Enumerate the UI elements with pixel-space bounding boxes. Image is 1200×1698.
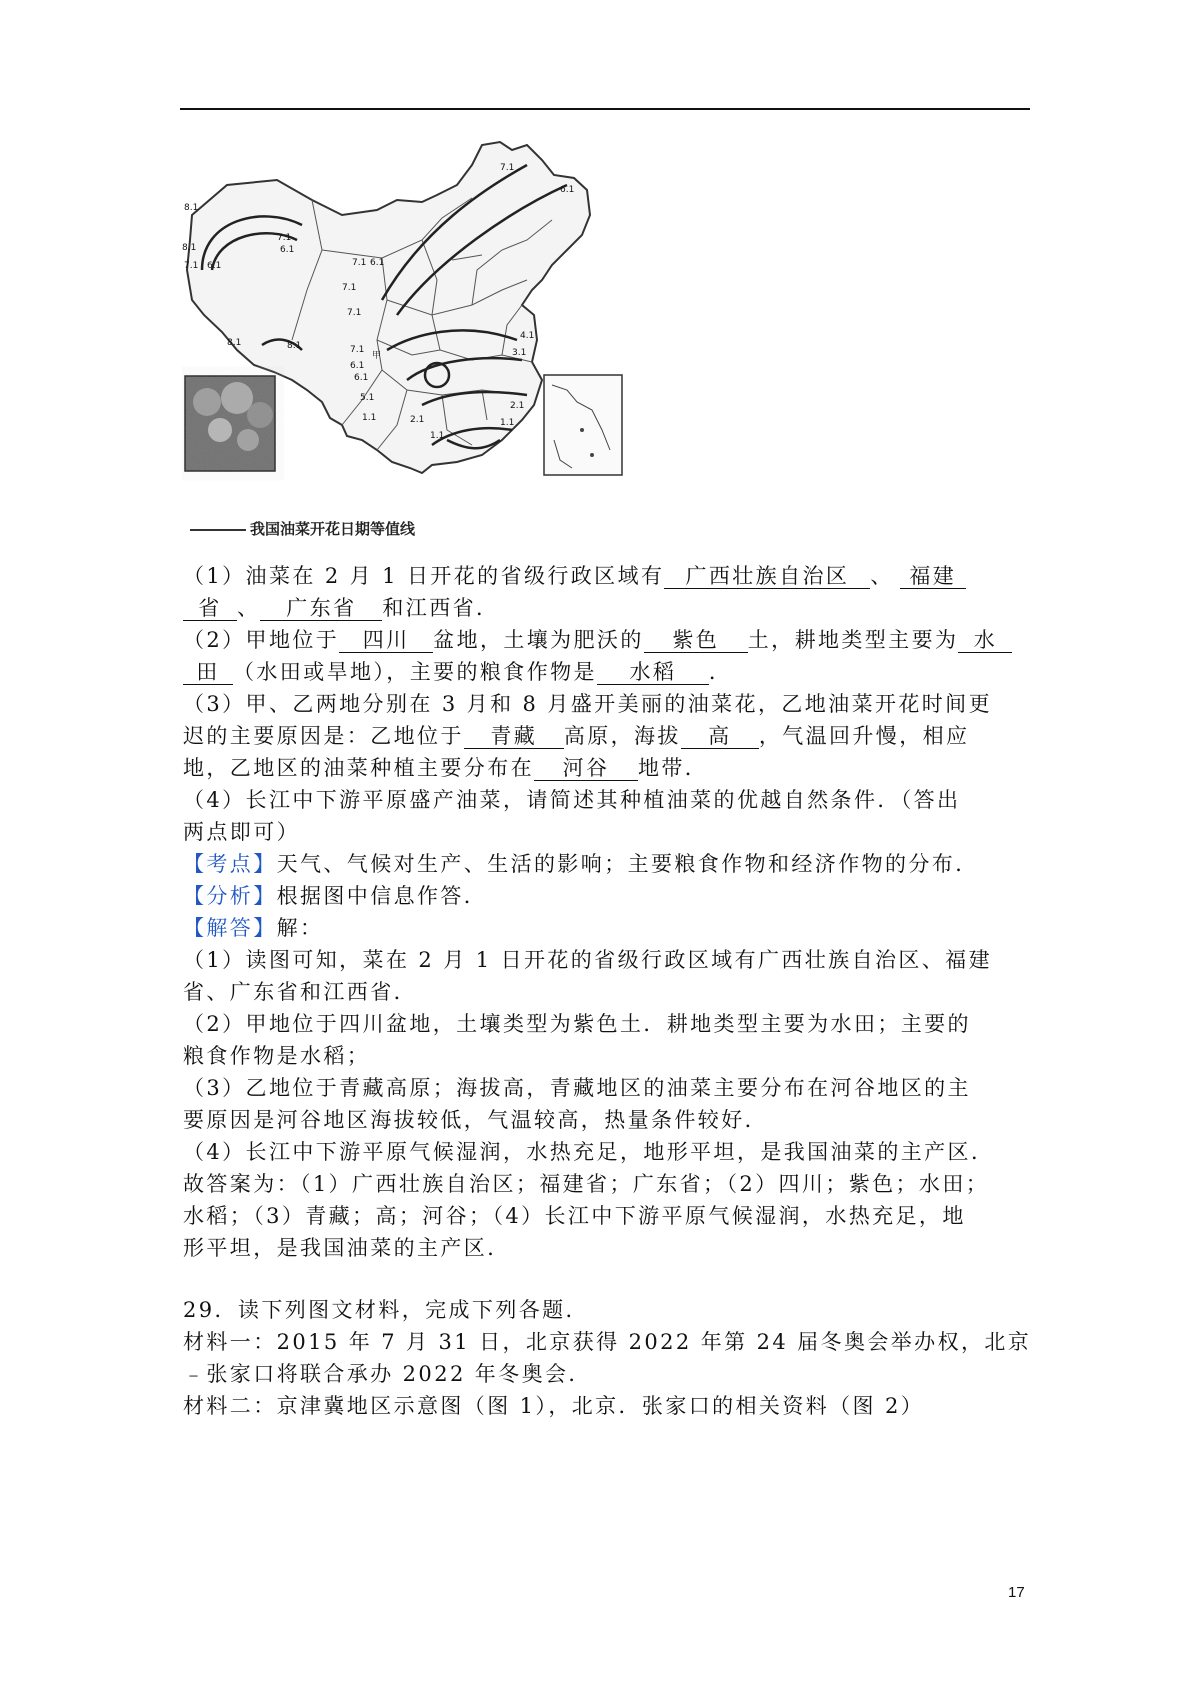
- answer-line: （1）读图可知，菜在 2 月 1 日开花的省级行政区域有广西壮族自治区、福建: [183, 948, 992, 972]
- q1-prefix: （1）油菜在 2 月 1 日开花的省级行政区域有: [183, 564, 665, 588]
- q3-text-b: 高原，海拔: [563, 724, 681, 748]
- isoline-label: 3.1: [512, 348, 527, 358]
- q3-text-a: 迟的主要原因是：乙地位于: [183, 724, 464, 748]
- china-rapeseed-map: [182, 140, 676, 540]
- answer-line: 水稻；（3）青藏；高；河谷；（4）长江中下游平原气候湿润，水热充足，地: [183, 1204, 966, 1228]
- answer-line: 形平坦，是我国油菜的主产区．: [183, 1236, 511, 1260]
- isoline-label: 1.1: [500, 418, 515, 428]
- q29-line: 材料二：京津冀地区示意图（图 1），北京．张家口的相关资料（图 2）: [183, 1394, 925, 1418]
- caption-legend-line: [190, 529, 246, 531]
- isoline-label: 8.1: [182, 243, 197, 253]
- q1-answer-2: 福建: [900, 564, 966, 589]
- south-china-sea-inset: [544, 375, 622, 475]
- isoline-label: 2.1: [510, 401, 525, 411]
- q2-line-1: [183, 624, 1030, 656]
- paragraph-gap: [183, 1264, 1030, 1294]
- map-figure: [182, 140, 676, 540]
- answer-line: （2）甲地位于四川盆地，土壤类型为紫色土．耕地类型主要为水田；主要的: [183, 1012, 971, 1036]
- q3-text-e: 地带．: [638, 756, 709, 780]
- fenxi-line: [183, 880, 1030, 912]
- answer-line: 故答案为：（1）广西壮族自治区；福建省；广东省；（2）四川；紫色；水田；: [183, 1172, 990, 1196]
- q2-mid-3: （水田或旱地），主要的粮食作物是: [233, 660, 597, 684]
- isoline-label: 6.1: [280, 245, 295, 255]
- q29-line: 29．读下列图文材料，完成下列各题．: [183, 1298, 589, 1322]
- kaodian-text: 天气、气候对生产、生活的影响；主要粮食作物和经济作物的分布．: [276, 852, 979, 876]
- header-rule: [180, 108, 1030, 110]
- isoline-label: 7.1: [184, 261, 199, 271]
- q2-answer-2: 紫色: [644, 628, 748, 653]
- answer-line: （3）乙地位于青藏高原；海拔高，青藏地区的油菜主要分布在河谷地区的主: [183, 1076, 971, 1100]
- q1-answer-2-cont: 省: [183, 596, 237, 621]
- answer-line: （4）长江中下游平原气候湿润，水热充足，地形平坦，是我国油菜的主产区．: [183, 1140, 995, 1164]
- isoline-label: 6.1: [560, 185, 575, 195]
- q1-line-2: [183, 592, 1030, 624]
- q1-suffix: 和江西省．: [382, 596, 500, 620]
- isoline-label: 5.1: [360, 393, 375, 403]
- isoline-label: 甲: [372, 351, 382, 361]
- q29-line: ﹣张家口将联合承办 2022 年冬奥会．: [183, 1362, 592, 1386]
- isoline-label: 4.1: [520, 331, 535, 341]
- q3-answer-2: 高: [681, 724, 759, 749]
- q2-answer-3-cont: 田: [183, 660, 233, 685]
- q3-answer-3: 河谷: [534, 756, 638, 781]
- q2-prefix: （2）甲地位于: [183, 628, 340, 652]
- isoline-label: 7.1: [500, 163, 515, 173]
- isoline-label: 7.1: [352, 258, 367, 268]
- q1-answer-3: 广东省: [260, 596, 382, 621]
- isoline-label: 7.1: [342, 283, 357, 293]
- fenxi-text: 根据图中信息作答．: [276, 884, 488, 908]
- isoline-label: 8.1: [287, 341, 302, 351]
- isoline-label: 7.1: [347, 308, 362, 318]
- map-caption-text: 我国油菜开花日期等值线: [250, 520, 416, 538]
- isoline-label: 1.1: [430, 431, 445, 441]
- q2-mid-1: 盆地，土壤为肥沃的: [433, 628, 644, 652]
- isoline-label: 7.1: [350, 345, 365, 355]
- q2-answer-3: 水: [958, 628, 1012, 653]
- q3-text-d: 地，乙地区的油菜种植主要分布在: [183, 756, 534, 780]
- q4-line-1: （4）长江中下游平原盛产油菜，请简述其种植油菜的优越自然条件．（答出: [183, 788, 961, 812]
- answer-line: 省、广东省和江西省．: [183, 980, 417, 1004]
- q29-line: 材料一：2015 年 7 月 31 日，北京获得 2022 年第 24 届冬奥会举办权，北京: [183, 1330, 1032, 1354]
- q2-answer-1: 四川: [339, 628, 433, 653]
- isoline-label: 1.1: [362, 413, 377, 423]
- isoline-label: 7.1: [277, 233, 292, 243]
- rapeseed-photo: [185, 376, 275, 471]
- isoline-label: 6.1: [207, 261, 222, 271]
- answer-line: 要原因是河谷地区海拔较低，气温较高，热量条件较好．: [183, 1108, 768, 1132]
- q2-answer-4: 水稻: [597, 660, 709, 685]
- isoline-label: 6.1: [350, 361, 365, 371]
- kaodian-tag: 【考点】: [183, 852, 277, 876]
- q2-line-2: [183, 656, 1030, 688]
- q2-end: ．: [708, 660, 733, 684]
- q2-mid-2: 土，耕地类型主要为: [747, 628, 959, 652]
- jieda-text: 解：: [276, 916, 324, 940]
- isoline-label: 2.1: [410, 415, 425, 425]
- fenxi-tag: 【分析】: [183, 884, 277, 908]
- q1-sep-1: 、: [870, 564, 894, 588]
- q1-sep-2: 、: [237, 596, 261, 620]
- isoline-label: 8.1: [184, 203, 199, 213]
- q3-line-2: [183, 720, 1030, 752]
- q4-line-2: 两点即可）: [183, 820, 300, 844]
- jieda-tag: 【解答】: [183, 916, 277, 940]
- answer-line: 粮食作物是水稻；: [183, 1044, 371, 1068]
- isoline-label: 6.1: [354, 373, 369, 383]
- map-caption: [190, 518, 415, 539]
- isoline-label: 6.1: [370, 258, 385, 268]
- q1-line-1: [183, 560, 1030, 592]
- isoline-label: 8.1: [227, 338, 242, 348]
- page-number: 17: [1008, 1584, 1025, 1601]
- document-body: [183, 560, 1030, 1422]
- q3-answer-1: 青藏: [464, 724, 564, 749]
- kaodian-line: [183, 848, 1030, 880]
- q1-answer-1: 广西壮族自治区: [664, 564, 870, 589]
- q3-text-c: ，气温回升慢，相应: [758, 724, 970, 748]
- q3-line-3: [183, 752, 1030, 784]
- q3-line-1: （3）甲、乙两地分别在 3 月和 8 月盛开美丽的油菜花，乙地油菜开花时间更: [183, 692, 992, 716]
- jieda-line: [183, 912, 1030, 944]
